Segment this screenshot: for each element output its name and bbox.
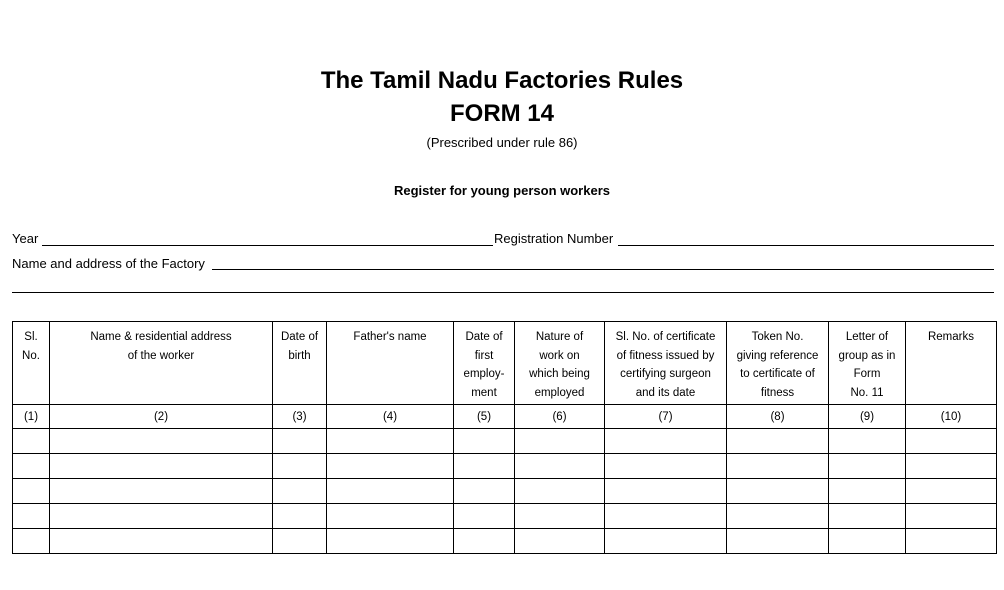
registration-number-label: Registration Number — [494, 231, 614, 246]
column-header-line: work on — [539, 349, 580, 362]
table-cell[interactable] — [605, 504, 727, 529]
column-header-line: Date of — [280, 331, 319, 343]
column-header-3 — [273, 322, 327, 405]
table-cell[interactable] — [454, 454, 515, 479]
column-header-line: Nature of — [535, 331, 584, 343]
table-cell[interactable] — [515, 504, 605, 529]
column-number-6: (6) — [515, 405, 605, 429]
table-cell[interactable] — [829, 454, 906, 479]
column-header-1 — [13, 322, 50, 405]
column-header-line: No. 11 — [850, 386, 884, 399]
column-header-9 — [829, 322, 906, 405]
column-header-5 — [454, 322, 515, 405]
column-header-line: Date of — [465, 331, 503, 343]
table-cell[interactable] — [50, 454, 273, 479]
column-header-line: first — [474, 349, 494, 362]
column-header-line: Name & residential address — [90, 331, 232, 343]
column-header-line: employ- — [463, 368, 505, 380]
factory-address-continuation-line[interactable] — [12, 292, 994, 293]
form-number: FORM 14 — [449, 100, 554, 127]
table-cell[interactable] — [50, 504, 273, 529]
table-row — [13, 429, 997, 454]
table-cell[interactable] — [727, 454, 829, 479]
column-number-4: (4) — [327, 405, 454, 429]
table-cell[interactable] — [50, 479, 273, 504]
table-cell[interactable] — [515, 479, 605, 504]
column-header-line: Sl. — [24, 331, 38, 343]
column-number-3: (3) — [273, 405, 327, 429]
column-header-line: of the worker — [127, 349, 195, 362]
table-cell[interactable] — [327, 529, 454, 554]
table-cell[interactable] — [454, 529, 515, 554]
column-header-2 — [50, 322, 273, 405]
table-cell[interactable] — [727, 479, 829, 504]
column-header-6 — [515, 322, 605, 405]
form-title: The Tamil Nadu Factories Rules — [320, 67, 684, 94]
table-cell[interactable] — [13, 479, 50, 504]
column-header-line: Father's name — [353, 331, 427, 343]
table-cell[interactable] — [13, 504, 50, 529]
table-row — [13, 479, 997, 504]
table-body — [13, 429, 997, 554]
column-header-line: which being — [529, 368, 590, 380]
registration-number-blank-line[interactable] — [618, 245, 994, 246]
column-header-line: Remarks — [927, 331, 974, 343]
table-cell[interactable] — [454, 429, 515, 454]
column-header-line: certifying surgeon — [620, 368, 711, 380]
table-cell[interactable] — [273, 454, 327, 479]
table-row — [13, 454, 997, 479]
column-header-line: Form — [853, 368, 881, 380]
table-cell[interactable] — [13, 429, 50, 454]
table-cell[interactable] — [605, 429, 727, 454]
year-label: Year — [12, 231, 39, 246]
column-number-10: (10) — [906, 405, 997, 429]
column-number-row — [13, 405, 997, 429]
column-header-line: ment — [471, 386, 497, 399]
column-number-9: (9) — [829, 405, 906, 429]
table-cell[interactable] — [273, 504, 327, 529]
column-header-line: fitness — [760, 386, 795, 399]
table-cell[interactable] — [829, 504, 906, 529]
table-cell[interactable] — [727, 429, 829, 454]
column-number-8: (8) — [727, 405, 829, 429]
table-cell[interactable] — [327, 429, 454, 454]
table-cell[interactable] — [50, 529, 273, 554]
table-cell[interactable] — [829, 429, 906, 454]
table-cell[interactable] — [727, 529, 829, 554]
table-cell[interactable] — [454, 504, 515, 529]
register-title: Register for young person workers — [394, 183, 610, 198]
table-row — [13, 529, 997, 554]
column-header-4 — [327, 322, 454, 405]
table-cell[interactable] — [327, 454, 454, 479]
table-cell[interactable] — [906, 504, 997, 529]
column-header-line: Token No. — [751, 331, 804, 343]
column-header-line: No. — [22, 349, 40, 362]
table-cell[interactable] — [829, 479, 906, 504]
table-cell[interactable] — [327, 504, 454, 529]
prescribed-rule-note: (Prescribed under rule 86) — [426, 135, 578, 150]
column-header-7 — [605, 322, 727, 405]
table-cell[interactable] — [13, 454, 50, 479]
table-cell[interactable] — [454, 479, 515, 504]
table-cell[interactable] — [273, 429, 327, 454]
table-cell[interactable] — [13, 529, 50, 554]
table-cell[interactable] — [906, 454, 997, 479]
young-person-register-table — [12, 321, 997, 554]
table-cell[interactable] — [273, 479, 327, 504]
table-cell[interactable] — [906, 479, 997, 504]
table-cell[interactable] — [605, 529, 727, 554]
factory-name-address-blank-line[interactable] — [212, 269, 994, 270]
column-header-line: group as in — [838, 349, 896, 362]
column-header-line: and its date — [635, 386, 696, 399]
table-cell[interactable] — [906, 429, 997, 454]
column-number-2: (2) — [50, 405, 273, 429]
factory-name-address-label: Name and address of the Factory — [12, 256, 205, 271]
column-header-line: of fitness issued by — [616, 349, 715, 362]
column-header-line: to certificate of — [740, 368, 815, 380]
table-cell[interactable] — [906, 529, 997, 554]
table-cell[interactable] — [515, 429, 605, 454]
column-header-line: giving reference — [736, 349, 819, 362]
column-number-1: (1) — [13, 405, 50, 429]
table-cell[interactable] — [327, 479, 454, 504]
column-number-5: (5) — [454, 405, 515, 429]
column-header-line: Sl. No. of certificate — [615, 331, 716, 343]
table-header-row — [13, 322, 997, 405]
column-number-7: (7) — [605, 405, 727, 429]
table-cell[interactable] — [273, 529, 327, 554]
table-cell[interactable] — [605, 454, 727, 479]
column-header-line: Letter of — [845, 331, 889, 343]
table-cell[interactable] — [515, 529, 605, 554]
year-blank-line[interactable] — [42, 245, 493, 246]
column-header-8 — [727, 322, 829, 405]
table-row — [13, 504, 997, 529]
column-header-line: employed — [534, 386, 585, 399]
table-cell[interactable] — [50, 429, 273, 454]
table-cell[interactable] — [515, 454, 605, 479]
table-cell[interactable] — [727, 504, 829, 529]
table-cell[interactable] — [605, 479, 727, 504]
column-header-10 — [906, 322, 997, 405]
table-cell[interactable] — [829, 529, 906, 554]
column-header-line: birth — [288, 349, 311, 362]
